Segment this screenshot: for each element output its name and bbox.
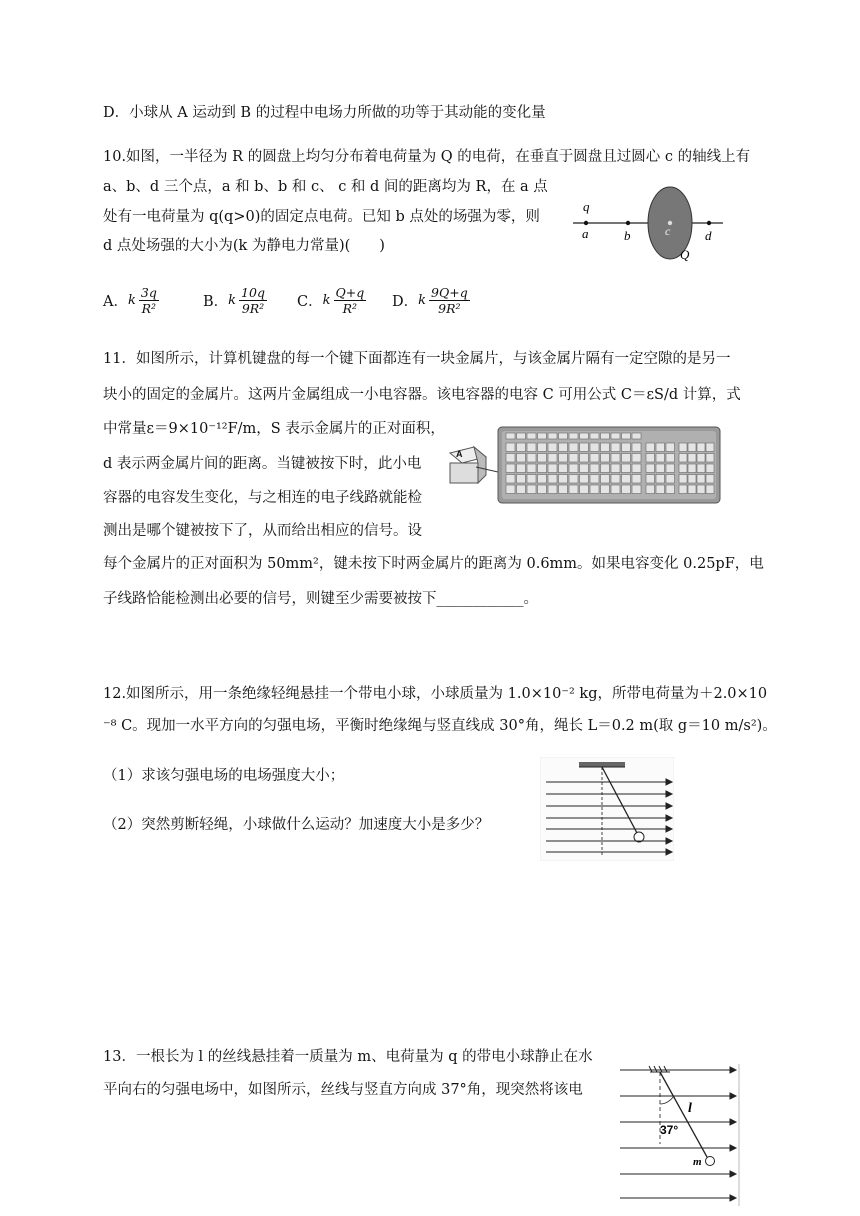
option-letter: C．	[297, 294, 323, 310]
keyboard-key	[590, 443, 599, 452]
keyboard-key	[611, 475, 620, 484]
keyboard-key	[527, 464, 536, 473]
keyboard-key	[580, 485, 589, 494]
keyboard-key	[632, 485, 641, 494]
keyboard-key	[538, 464, 547, 473]
q10-fig-label-Q: Q	[680, 247, 690, 262]
keyboard-key	[611, 433, 620, 439]
keyboard-key	[527, 475, 536, 484]
keyboard-key	[580, 464, 589, 473]
option-letter: B．	[203, 294, 229, 310]
keyboard-key	[601, 433, 610, 439]
keyboard-key	[646, 443, 655, 452]
keyboard-key	[527, 485, 536, 494]
q13-fig-label-angle: 37°	[660, 1123, 679, 1137]
keyboard-key	[646, 464, 655, 473]
keyboard-key	[688, 485, 696, 494]
q10-line-2: a、b、d 三个点，a 和 b、b 和 c、 c 和 d 间的距离均为 R，在 a 点	[103, 179, 548, 195]
keyboard-key	[656, 485, 665, 494]
keyboard-key	[538, 454, 547, 463]
keyboard-key	[517, 485, 526, 494]
keyboard-key	[569, 464, 578, 473]
keyboard-key	[666, 454, 675, 463]
q10-option-b[interactable]	[203, 285, 267, 316]
keyboard-key	[679, 475, 687, 484]
fraction-numerator: Q+q	[335, 285, 365, 300]
fraction-numerator: 10q	[241, 285, 265, 300]
q11-line-7: 每个金属片的正对面积为 50mm²，键未按下时两金属片的距离为 0.6mm。如果电容变化 0.25pF，电	[103, 556, 764, 572]
option-constant: k	[418, 293, 427, 308]
keyboard-key	[590, 464, 599, 473]
option-fraction	[334, 285, 367, 316]
keyboard-key	[697, 485, 705, 494]
keyboard-key	[517, 464, 526, 473]
keyboard-key	[688, 464, 696, 473]
keyboard-key	[580, 475, 589, 484]
q12-sub-question-1: （1）求该匀强电场的电场强度大小；	[103, 768, 345, 784]
fraction-numerator: 9Q+q	[431, 285, 468, 300]
keyboard-key	[569, 433, 578, 439]
keyboard-key	[527, 433, 536, 439]
keyboard-key	[632, 475, 641, 484]
keyboard-key	[688, 454, 696, 463]
q11-line-8: 子线路恰能检测出必要的信号，则键至少需要被按下____________。	[103, 591, 538, 607]
keyboard-key	[622, 433, 631, 439]
keyboard-key	[569, 485, 578, 494]
q10-line-1: 10.如图，一半径为 R 的圆盘上均匀分布着电荷量为 Q 的电荷，在垂直于圆盘且过圆心 c 的轴线上有	[103, 149, 751, 165]
keyboard-key	[569, 443, 578, 452]
keyboard-key	[601, 454, 610, 463]
keyboard-key	[569, 475, 578, 484]
keyboard-key	[646, 485, 655, 494]
keyboard-key	[706, 464, 714, 473]
q10-disc-figure	[568, 185, 728, 267]
keyboard-key	[548, 454, 557, 463]
keyboard-key	[590, 433, 599, 439]
keyboard-key	[548, 443, 557, 452]
q11-line-3: 中常量ε＝9×10⁻¹²F/m，S 表示金属片的正对面积，	[103, 421, 445, 437]
keyboard-key	[538, 475, 547, 484]
keyboard-key	[622, 464, 631, 473]
q10-option-c[interactable]	[297, 285, 366, 316]
keyboard-key	[580, 433, 589, 439]
keyboard-key	[527, 443, 536, 452]
keyboard-key	[646, 475, 655, 484]
keyboard-key	[601, 443, 610, 452]
keyboard-key	[506, 485, 515, 494]
q10-fig-label-q: q	[583, 199, 590, 214]
q12-line-1: 12.如图所示，用一条绝缘轻绳悬挂一个带电小球，小球质量为 1.0×10⁻² kg，所带电荷量为＋2.0×10	[103, 686, 768, 702]
keyboard-figure	[446, 423, 722, 505]
q10-line-3: 处有一电荷量为 q(q>0)的固定点电荷。已知 b 点处的场强为零，则	[103, 209, 540, 225]
keyboard-key	[548, 433, 557, 439]
keyboard-key	[538, 443, 547, 452]
keyboard-key	[611, 485, 620, 494]
q10-line-4: d 点处场强的大小为(k 为静电力常量)( )	[103, 238, 385, 254]
q13-fig-label-m: m	[693, 1156, 702, 1168]
keyboard-key	[590, 475, 599, 484]
keyboard-key	[632, 443, 641, 452]
option-constant: k	[127, 293, 136, 308]
q13-fig-label-l: l	[688, 1101, 692, 1116]
keyboard-key	[706, 485, 714, 494]
keyboard-key	[559, 443, 568, 452]
option-letter: D．	[392, 294, 419, 310]
keyboard-key	[517, 433, 526, 439]
keyboard-key	[506, 433, 515, 439]
q10-fig-label-c: c	[665, 224, 671, 238]
q12-sub-question-2: （2）突然剪断轻绳，小球做什么运动？加速度大小是多少？	[103, 817, 490, 833]
keyboard-key	[538, 485, 547, 494]
q11-line-5: 容器的电容发生变化，与之相连的电子线路就能检	[103, 490, 422, 506]
keyboard-drawing	[446, 423, 722, 505]
fraction-denominator: R²	[141, 301, 157, 316]
keyboard-key	[611, 464, 620, 473]
q10-fig-label-a: a	[582, 226, 589, 241]
keyboard-key	[611, 454, 620, 463]
q10-option-d[interactable]	[392, 285, 470, 316]
keyboard-key	[580, 454, 589, 463]
keyboard-key	[506, 454, 515, 463]
keyboard-key	[679, 464, 687, 473]
fraction-numerator: 3q	[140, 285, 157, 300]
keyboard-key	[622, 485, 631, 494]
keyboard-key	[590, 485, 599, 494]
fraction-denominator: 9R²	[241, 301, 265, 316]
option-letter: A．	[103, 294, 128, 310]
keyboard-key	[632, 464, 641, 473]
q11-line-6: 测出是哪个键被按下了，从而给出相应的信号。设	[103, 523, 422, 539]
keyboard-key	[559, 485, 568, 494]
keyboard-key	[656, 475, 665, 484]
q11-line-2: 块小的固定的金属片。这两片金属组成一小电容器。该电容器的电容 C 可用公式 C＝εS/d 计算，式	[103, 387, 741, 403]
keyboard-key	[656, 454, 665, 463]
keyboard-key	[548, 464, 557, 473]
keyboard-key	[506, 464, 515, 473]
option-fraction	[139, 285, 159, 316]
keyboard-key	[559, 475, 568, 484]
keyboard-key	[697, 475, 705, 484]
keyboard-key	[622, 475, 631, 484]
keyboard-key	[656, 464, 665, 473]
option-constant: k	[322, 293, 331, 308]
keyboard-key	[697, 464, 705, 473]
keyboard-key	[666, 443, 675, 452]
fraction-denominator: R²	[342, 301, 358, 316]
keyboard-key	[559, 454, 568, 463]
keyboard-key	[697, 443, 705, 452]
keyboard-key	[632, 433, 641, 439]
keyboard-key	[548, 475, 557, 484]
keyboard-key	[632, 454, 641, 463]
q11-line-1: 11．如图所示，计算机键盘的每一个键下面都连有一块金属片，与该金属片隔有一定空隙的是另一	[103, 351, 731, 367]
keyboard-key	[601, 485, 610, 494]
q9-option-d: D．小球从 A 运动到 B 的过程中电场力所做的功等于其动能的变化量	[103, 105, 546, 121]
keyboard-key	[688, 475, 696, 484]
keyboard-key	[706, 475, 714, 484]
option-fraction	[239, 285, 267, 316]
keyboard-key	[697, 454, 705, 463]
keyboard-key	[656, 443, 665, 452]
keyboard-key	[666, 485, 675, 494]
keyboard-key	[601, 475, 610, 484]
q12-pendulum-figure	[540, 757, 674, 861]
keyboard-key	[679, 454, 687, 463]
keyboard-key	[569, 454, 578, 463]
keyboard-key	[666, 464, 675, 473]
keyboard-key	[527, 454, 536, 463]
keyboard-key	[506, 443, 515, 452]
keyboard-key	[559, 464, 568, 473]
keyboard-key	[559, 433, 568, 439]
option-constant: k	[228, 293, 237, 308]
keyboard-key	[611, 443, 620, 452]
keyboard-key	[517, 454, 526, 463]
keyboard-key	[517, 475, 526, 484]
keyboard-key	[679, 485, 687, 494]
keyboard-key	[590, 454, 599, 463]
keyboard-key	[548, 485, 557, 494]
q13-line-2: 平向右的匀强电场中，如图所示，丝线与竖直方向成 37°角，现突然将该电	[103, 1082, 583, 1098]
keyboard-key	[601, 464, 610, 473]
fraction-denominator: 9R²	[438, 301, 461, 316]
q11-line-4: d 表示两金属片间的距离。当键被按下时，此小电	[103, 456, 422, 472]
keyboard-key	[580, 443, 589, 452]
option-fraction	[429, 285, 470, 316]
keyboard-key	[666, 475, 675, 484]
keyboard-key	[622, 443, 631, 452]
q13-pendulum-figure	[616, 1064, 740, 1206]
key-label-a: A	[456, 449, 463, 459]
q13-line-1: 13．一根长为 l 的丝线悬挂着一质量为 m、电荷量为 q 的带电小球静止在水	[103, 1049, 593, 1065]
keyboard-key	[622, 454, 631, 463]
q12-line-2: ⁻⁸ C。现加一水平方向的匀强电场，平衡时绝缘绳与竖直线成 30°角，绳长 L＝0.2 m(取 g＝10 m/s²)。	[103, 718, 777, 734]
keyboard-key	[517, 443, 526, 452]
keyboard-key	[679, 443, 687, 452]
q10-fig-label-d: d	[705, 228, 712, 243]
q10-fig-label-b: b	[624, 228, 631, 243]
keyboard-key	[706, 454, 714, 463]
keyboard-key	[538, 433, 547, 439]
q10-option-a[interactable]	[103, 285, 159, 316]
keyboard-key	[688, 443, 696, 452]
keyboard-key	[646, 454, 655, 463]
keyboard-key	[506, 475, 515, 484]
keyboard-key	[706, 443, 714, 452]
